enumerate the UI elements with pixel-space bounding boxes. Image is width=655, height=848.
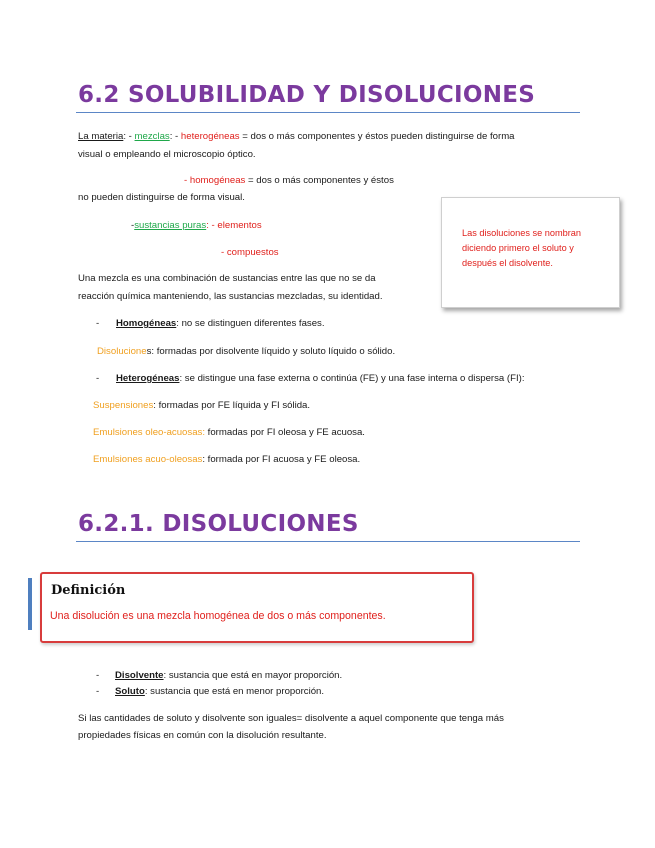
disoluciones-desc: : formadas por disolvente líquido y soluto líquido o sólido. <box>151 346 396 357</box>
suspensiones-term: Suspensiones <box>93 400 154 411</box>
elementos-term: : - elementos <box>206 220 262 231</box>
sustancias-line <box>131 218 262 233</box>
homogeneas-item-term: Homogéneas <box>116 318 177 329</box>
disolvente-desc: : sustancia que está en mayor proporción. <box>163 670 343 681</box>
emulsiones-ao-term: Emulsiones acuo-oleosas <box>93 454 203 465</box>
homogeneas-item-desc: : no se distinguen diferentes fases. <box>176 318 325 329</box>
homo-desc-2: no pueden distinguirse de forma visual. <box>78 192 245 203</box>
suspensiones-line <box>93 398 310 413</box>
disoluciones-term: Disolucione <box>97 346 147 357</box>
pure-prefix: - <box>131 220 135 231</box>
final-paragraph-2: propiedades físicas en común con la disolución resultante. <box>78 730 327 741</box>
callout-box <box>441 197 620 308</box>
subtitle-underline <box>76 541 580 542</box>
emulsiones-oa-line <box>93 425 365 440</box>
materia-line <box>78 129 515 144</box>
hetero-desc-2: visual o empleando el microscopio óptico. <box>78 149 256 160</box>
compuestos-term: - compuestos <box>221 247 279 258</box>
soluto-desc: : sustancia que está en menor proporción. <box>144 686 325 697</box>
sustancias-puras-term: sustancias puras <box>134 220 207 231</box>
emulsiones-oa-desc: formadas por FI oleosa y FE acuosa. <box>205 427 365 438</box>
homo-desc-1: = dos o más componentes y éstos <box>245 175 394 186</box>
mezclas-term: mezclas <box>134 131 170 142</box>
soluto-bullet <box>96 684 324 699</box>
heterogeneas-item-desc: : se distingue una fase externa o continúa (FE) y una fase interna o dispersa (FI): <box>179 373 525 384</box>
homogeneas-line <box>184 173 394 188</box>
section-title: 6.2 SOLUBILIDAD Y DISOLUCIONES <box>78 82 536 108</box>
emulsiones-ao-desc: : formada por FI acuosa y FE oleosa. <box>202 454 361 465</box>
final-paragraph-1: Si las cantidades de soluto y disolvente son iguales= disolvente a aquel componente que tenga más <box>78 713 504 724</box>
disolvente-bullet <box>96 668 342 683</box>
subsection-title: 6.2.1. DISOLUCIONES <box>78 511 359 537</box>
heterogeneas-item-term: Heterogéneas <box>116 373 180 384</box>
bullet-dash: - <box>96 686 100 697</box>
soluto-term: Soluto <box>115 686 145 697</box>
bullet-dash: - <box>96 318 100 329</box>
hetero-desc-1: = dos o más componentes y éstos pueden distinguirse de forma <box>239 131 515 142</box>
materia-sep2: : - <box>169 131 181 142</box>
mezcla-def-2: reacción química manteniendo, las sustancias mezcladas, su identidad. <box>78 291 383 302</box>
bullet-dash: - <box>96 670 100 681</box>
disoluciones-term-rest: s <box>146 346 152 357</box>
definition-heading: Definición <box>51 583 126 598</box>
heterogeneas-term: heterogéneas <box>180 131 240 142</box>
heterogeneas-bullet <box>96 371 524 386</box>
definition-accent-bar <box>28 578 32 630</box>
mezcla-def-1: Una mezcla es una combinación de sustancias entre las que no se da <box>78 273 376 284</box>
materia-label: La materia <box>78 131 124 142</box>
callout-text: Las disoluciones se nombran diciendo primero el soluto y después el disolvente. <box>462 228 581 268</box>
suspensiones-desc: : formadas por FE líquida y FI sólida. <box>153 400 311 411</box>
disolvente-term: Disolvente <box>115 670 164 681</box>
definition-box <box>40 572 474 643</box>
definition-text: Una disolución es una mezcla homogénea de dos o más componentes. <box>50 610 386 622</box>
title-underline <box>76 112 580 113</box>
emulsiones-ao-line <box>93 452 360 467</box>
materia-sep1: : - <box>123 131 135 142</box>
disoluciones-line <box>97 344 395 359</box>
emulsiones-oa-term: Emulsiones oleo-acuosas: <box>93 427 205 438</box>
bullet-dash: - <box>96 373 100 384</box>
homogeneas-bullet <box>96 316 325 331</box>
homogeneas-term: - homogéneas <box>184 175 246 186</box>
